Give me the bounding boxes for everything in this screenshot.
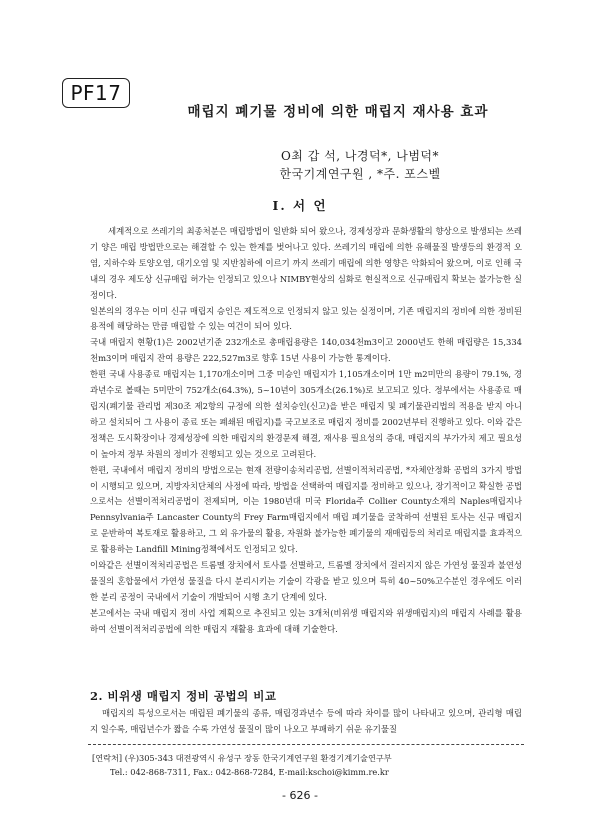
affiliation: 한국기계연구원 , *주. 포스벨 <box>279 167 441 181</box>
body-paragraph: 매립지의 특성으로서는 매립된 폐기물의 종류, 매립경과년수 등에 따라 차이를 많이 나타내고 있으며, 관리형 매립지 일수록, 매립년수가 짧을 수록 가연성 물질이 많이 나오고 부패하기 쉬운 유기물질 <box>90 708 522 734</box>
footnote-address: [연락처] (우)305-343 대전광역시 유성구 장동 한국기계연구원 환경기계기술연구부 <box>92 753 392 763</box>
contact-footnote <box>92 751 522 779</box>
body-paragraph: 한편, 국내에서 매립지 정비의 방법으로는 현재 전량이송처리공법, 선별이적처리공법, *자체안정화 공법의 3가지 방법이 시행되고 있으며, 지방자치단체의 사정에 따라, 방법을 선택하여 매립지를 정비하고 있으나, 장기적이고 확실한 공법으로서는 선별이적처리공법이 전제되며, 이는 1980년대 미국 Florida주 Collier County소재의 Naples매립지나 Pennsylvania주 Lancaster County의 Frey Farm매립지에서 매립 폐기물을 굴착하여 선별된 토사는 신규 매립지로 운반하여 복토재로 활용하고, 그 외 유가물의 활용, 자원화 불가능한 폐기물의 재매립등의 처리로 매립지를 효과적으로 활용하는 Landfill Mining정책에서도 인정되고 있다. <box>90 464 522 555</box>
body-paragraph: 이와같은 선별이적처리공법은 트롬멜 장치에서 토사를 선별하고, 트롬멜 장치에서 걸러지지 않은 가연성 물질과 불연성 물질의 혼합물에서 가연성 물질을 다시 분리시키는 기술이 각광을 받고 있으며 특히 40~50%고수분인 경우에도 이러한 분리 공정이 국내에서 기술이 개발되어 시행 초기 단계에 있다. <box>90 560 522 602</box>
body-paragraph: 국내 매립지 현황(1)은 2002년기준 232개소로 총매립용량은 140,034천m3이고 2000년도 한해 매립량은 15,334천m3이며 매립지 잔여 용량은 222,527m3로 향후 15년 사용이 가능한 통계이다. <box>90 337 522 364</box>
footnote-contact: Tel.: 042-868-7311, Fax.: 042-868-7284, E-mail:kschoi@kimm.re.kr <box>110 767 389 777</box>
section1-heading: I. 서 언 <box>272 198 328 213</box>
paper-code-box: PF17 <box>62 78 130 108</box>
paper-title: 매립지 폐기물 정비에 의한 매립지 재사용 효과 <box>187 104 489 120</box>
footnote-divider <box>88 744 524 745</box>
body-paragraph: 한편 국내 사용종료 매립지는 1,170개소이며 그중 미승인 매립지가 1,105개소이며 1만 m2미만의 용량이 79.1%, 경과년수로 볼때는 5미만이 752개소(64.3%), 5~10년이 305개소(26.1%)로 보고되고 있다. 정부에서는 사용종료 매립지(폐기물 관리법 제30조 제2항의 규정에 의한 설치승인(신고)을 받은 매립지 및 폐기물관리법의 적용을 받지 아니하고 설치되어 그 사용이 종료 또는 폐쇄된 매립지)를 국고보조로 매립지 정비를 2002년부터 진행하고 있다. 이와 같은 정책은 도시확장이나 경제성장에 의한 매립지의 환경문제 해결, 재사용 필요성의 증대, 매립지의 부가가치 제고 필요성이 높아져 정부 차원의 정비가 진행되고 있는 것으로 고려된다. <box>90 369 522 459</box>
section1-body <box>90 224 522 638</box>
body-paragraph: 본고에서는 국내 매립지 정비 사업 계획으로 추진되고 있는 3개처(비위생 매립지와 위생매립지)의 매립지 사례를 활용하여 선별이적처리공법에 의한 매립지 재활용 효과에 대해 기술한다. <box>90 607 522 634</box>
page-number: - 626 - <box>282 789 318 802</box>
author-list: O최 갑 석, 나경덕*, 나범덕* <box>280 149 440 163</box>
body-paragraph: 세계적으로 쓰레기의 최종처분은 매립방법이 일반화 되어 왔으나, 경제성장과 문화생활의 향상으로 발생되는 쓰레기 양은 매립 방법만으로는 해결할 수 있는 한계를 벗어나고 있다. 쓰레기의 매립에 의한 유해물질 발생등의 환경적 오염, 지하수와 토양오염, 대기오염 및 지반침하에 이르기 까지 쓰레기 매립에 의한 영향은 악화되어 왔으며, 이로 인해 국내의 경우 제도상 신규매립 허가는 인정되고 있으나 NIMBY현상의 심화로 현실적으로 신규매립지 확보는 불가능한 실정이다. <box>90 226 522 300</box>
section2-heading: 2. 비위생 매립지 정비 공법의 비교 <box>90 689 277 703</box>
section2-body <box>90 706 522 737</box>
body-paragraph: 일본의의 경우는 이미 신규 매립지 승인은 제도적으로 인정되지 않고 있는 실정이며, 기존 매립지의 정비에 의한 정비된 용적에 해당하는 만큼 매립할 수 있는 여건이 되어 있다. <box>90 305 522 332</box>
